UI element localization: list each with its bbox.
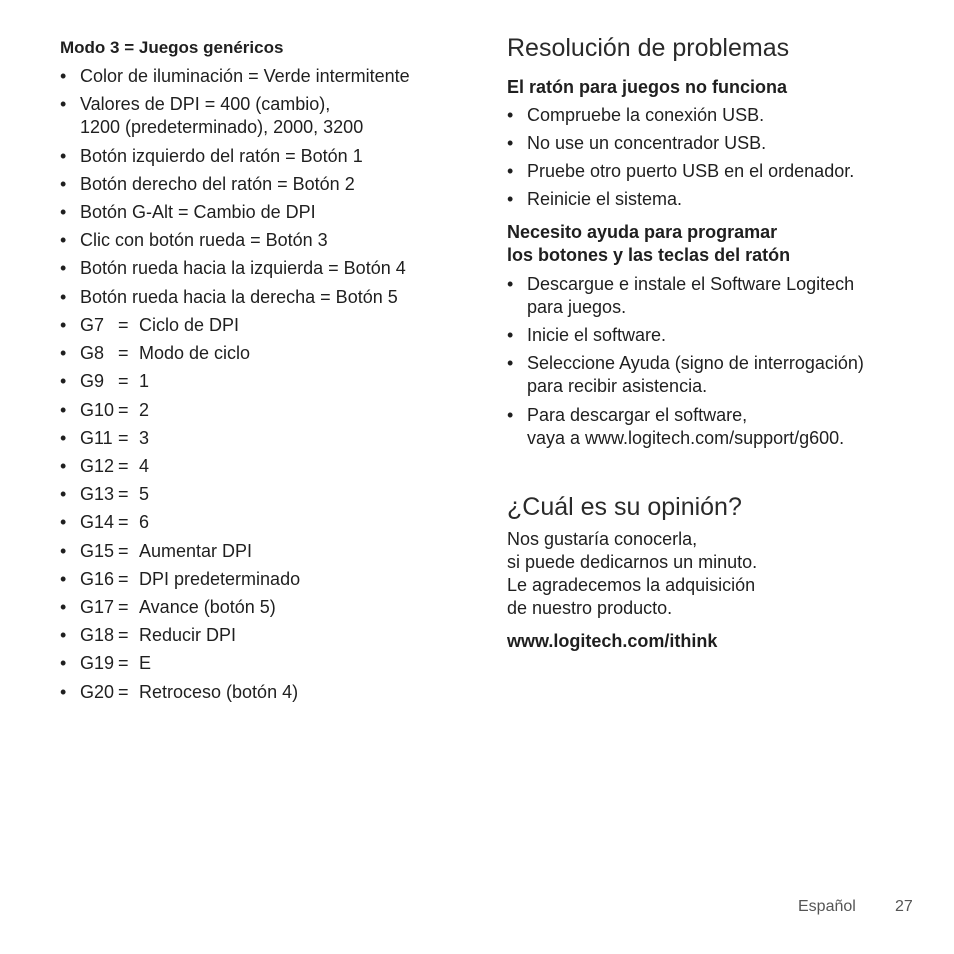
g-key-value: Ciclo de DPI (139, 315, 240, 335)
equals-sign: = (118, 428, 129, 448)
help-heading-line2: los botones y las teclas del ratón (507, 245, 791, 265)
footer-language: Español (798, 898, 856, 915)
bullet-icon: • (507, 274, 514, 294)
bullet-icon: • (60, 456, 67, 476)
bullet-icon: • (60, 258, 67, 278)
opinion-text-line: de nuestro producto. (507, 598, 673, 618)
bullet-icon: • (60, 400, 67, 420)
bullet-icon: • (507, 353, 514, 373)
g-key-label: G11 (80, 428, 113, 448)
mode3-heading: Modo 3 = Juegos genéricos (60, 38, 284, 57)
g-key-label: G19 (80, 653, 115, 673)
bullet-icon: • (60, 230, 67, 250)
bullet-icon: • (60, 66, 67, 86)
bullet-icon: • (60, 174, 67, 194)
bullet-icon: • (60, 287, 67, 307)
opinion-text-line: si puede dedicarnos un minuto. (507, 552, 758, 572)
g-key-label: G9 (80, 371, 105, 391)
g-key-value: 5 (139, 484, 150, 504)
equals-sign: = (118, 343, 129, 363)
g-key-label: G10 (80, 400, 115, 420)
troubleshooting-title: Resolución de problemas (507, 34, 790, 62)
bullet-icon: • (60, 428, 67, 448)
bullet-icon: • (60, 569, 67, 589)
equals-sign: = (118, 512, 129, 532)
equals-sign: = (118, 625, 129, 645)
opinion-text-line: Le agradecemos la adquisición (507, 575, 756, 595)
g-key-label: G16 (80, 569, 115, 589)
g-key-value: Reducir DPI (139, 625, 237, 645)
bullet-icon: • (507, 133, 514, 153)
equals-sign: = (118, 569, 129, 589)
g-key-label: G17 (80, 597, 115, 617)
bullet-icon: • (60, 202, 67, 222)
g-key-label: G20 (80, 682, 115, 702)
bullet-icon: • (60, 343, 67, 363)
g-key-label: G18 (80, 625, 115, 645)
bullet-icon: • (60, 371, 67, 391)
bullet-icon: • (60, 94, 67, 114)
g-key-value: Modo de ciclo (139, 343, 251, 363)
help-heading-line1: Necesito ayuda para programar (507, 222, 778, 242)
equals-sign: = (118, 484, 129, 504)
bullet-icon: • (60, 484, 67, 504)
equals-sign: = (118, 597, 129, 617)
equals-sign: = (118, 371, 129, 391)
g-key-label: G13 (80, 484, 115, 504)
g-key-value: E (139, 653, 152, 673)
equals-sign: = (118, 653, 129, 673)
not-working-heading: El ratón para juegos no funciona (507, 77, 788, 97)
g-key-value: 3 (139, 428, 150, 448)
bullet-icon: • (507, 325, 514, 345)
g-key-value: Aumentar DPI (139, 541, 253, 561)
bullet-icon: • (60, 541, 67, 561)
g-key-value: DPI predeterminado (139, 569, 301, 589)
equals-sign: = (118, 400, 129, 420)
bullet-icon: • (507, 105, 514, 125)
g-key-label: G8 (80, 343, 105, 363)
bullet-icon: • (60, 512, 67, 532)
g-key-label: G12 (80, 456, 115, 476)
ithink-link[interactable]: www.logitech.com/ithink (507, 631, 718, 651)
bullet-icon: • (507, 161, 514, 181)
equals-sign: = (118, 456, 129, 476)
bullet-icon: • (60, 625, 67, 645)
g-key-label: G7 (80, 315, 105, 335)
bullet-icon: • (507, 189, 514, 209)
bullet-icon: • (60, 653, 67, 673)
bullet-icon: • (60, 146, 67, 166)
equals-sign: = (118, 541, 129, 561)
g-key-value: 2 (139, 400, 150, 420)
equals-sign: = (118, 315, 129, 335)
g-key-label: G14 (80, 512, 115, 532)
page-number: 27 (895, 898, 913, 915)
g-key-value: Avance (botón 5) (139, 597, 276, 617)
g-key-value: Retroceso (botón 4) (139, 682, 299, 702)
bullet-icon: • (60, 682, 67, 702)
bullet-icon: • (60, 597, 67, 617)
opinion-title: ¿Cuál es su opinión? (507, 493, 742, 521)
equals-sign: = (118, 682, 129, 702)
g-key-value: 6 (139, 512, 150, 532)
g-key-value: 4 (139, 456, 150, 476)
bullet-icon: • (507, 405, 514, 425)
g-key-value: 1 (139, 371, 150, 391)
g-key-label: G15 (80, 541, 115, 561)
bullet-icon: • (60, 315, 67, 335)
opinion-text-line: Nos gustaría conocerla, (507, 529, 698, 549)
